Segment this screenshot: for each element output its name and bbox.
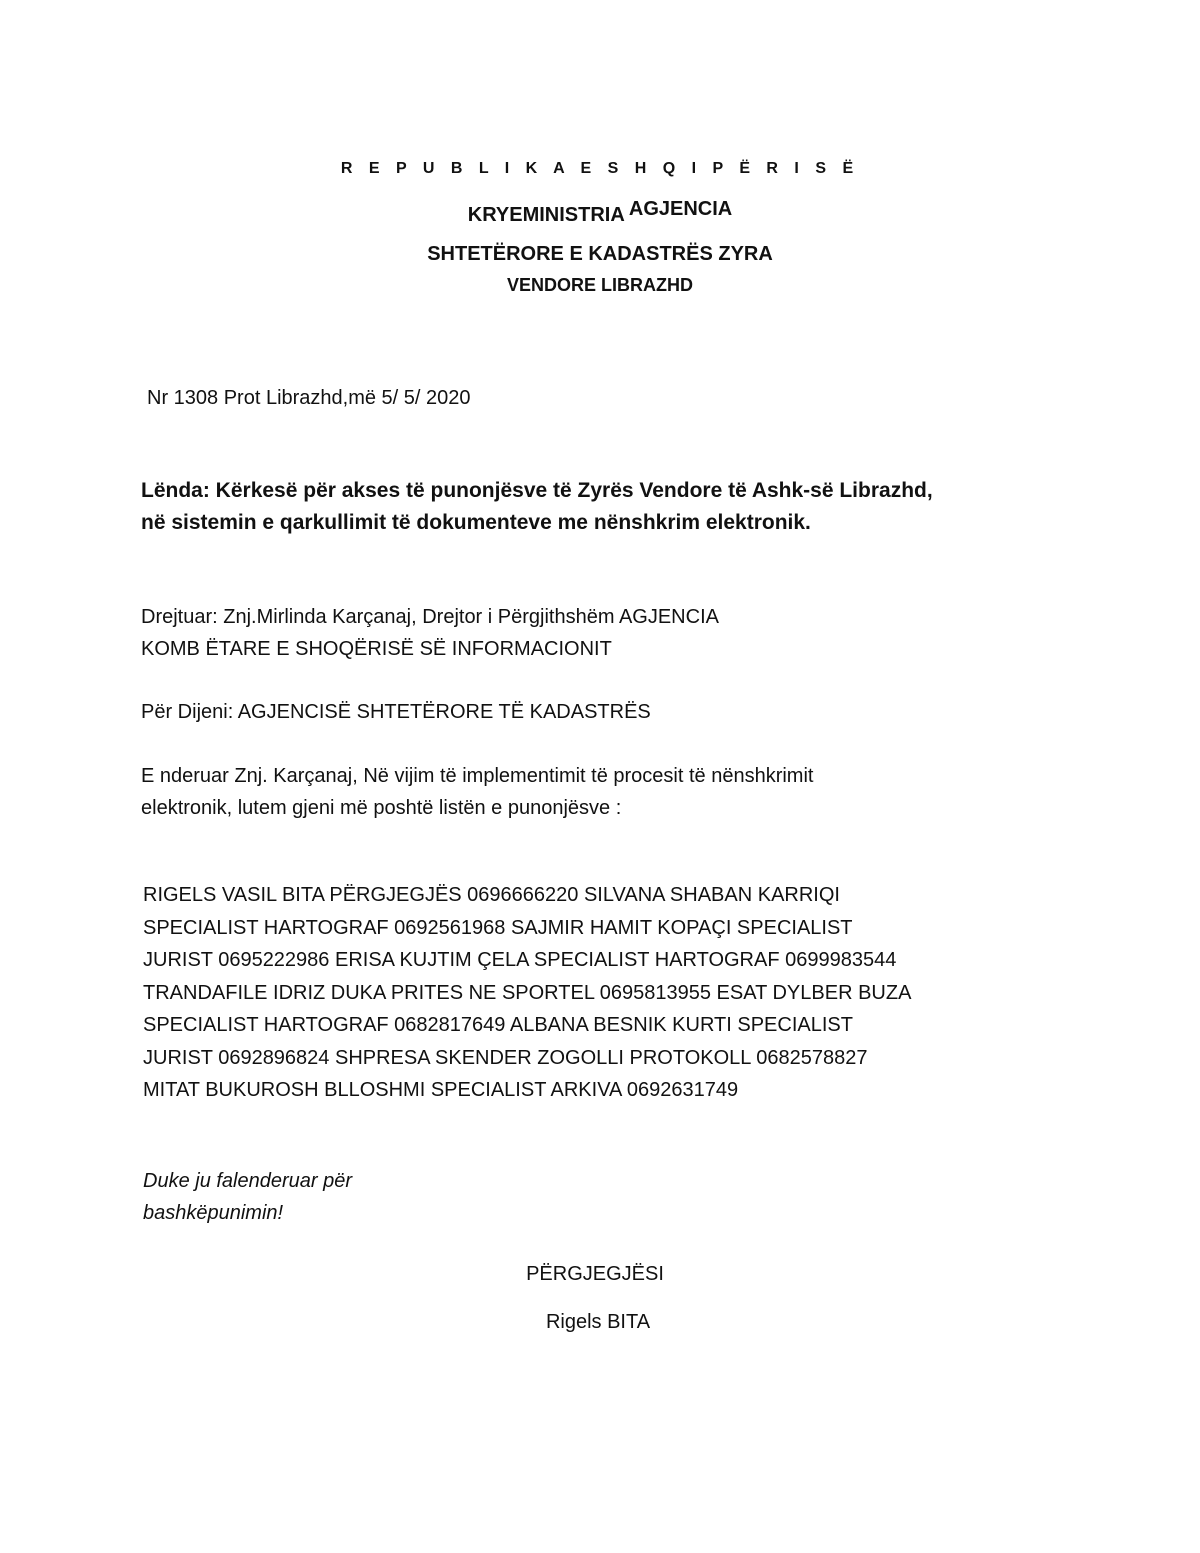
salutation-block [141,760,1081,824]
cc-line: Për Dijeni: AGJENCISË SHTETËRORE TË KADASTRËS [141,701,651,723]
republic-heading: R E P U B L I K A E S H Q I P Ë R I S Ë [340,160,860,177]
signatory-name: Rigels BITA [545,1311,651,1333]
protocol-number: Nr 1308 Prot Librazhd,më 5/ 5/ 2020 [147,387,471,409]
staff-line: RIGELS VASIL BITA PËRGJEGJËS 0696666220 SILVANA SHABAN KARRIQI [143,884,840,906]
closing-block [143,1165,352,1229]
addressee-block [141,601,1081,665]
subject-label: Lënda [141,479,203,502]
staff-line: JURIST 0692896824 SHPRESA SKENDER ZOGOLLI PROTOKOLL 0682578827 [143,1046,868,1069]
staff-line: SPECIALIST HARTOGRAF 0682817649 ALBANA BESNIK KURTI SPECIALIST [143,1014,853,1036]
kryeministria-text: KRYEMINISTRIA [467,204,625,226]
staff-line: JURIST 0695222986 ERISA KUJTIM ÇELA SPECIALIST HARTOGRAF 0699983544 [143,949,897,971]
staff-line: TRANDAFILE IDRIZ DUKA PRITES NE SPORTEL 0695813955 ESAT DYLBER BUZA [143,981,912,1004]
institution-line-2: SHTETËRORE E KADASTRËS ZYRA [427,243,773,265]
salutation-line-1: E nderuar Znj. Karçanaj, Në vijim të implementimit të procesit të nënshkrimit [141,765,814,787]
staff-line: SPECIALIST HARTOGRAF 0692561968 SAJMIR HAMIT KOPAÇI SPECIALIST [143,916,853,939]
addressee-line-2: KOMB ËTARE E SHOQËRISË SË INFORMACIONIT [141,638,612,660]
salutation-line-2: elektronik, lutem gjeni më poshtë listën e punonjësve : [141,797,622,819]
addressee-line-1: Drejtuar: Znj.Mirlinda Karçanaj, Drejtor i Përgjithshëm AGJENCIA [141,606,719,628]
agjencia-text: AGJENCIA [628,198,733,220]
subject-block [141,475,961,539]
staff-line: MITAT BUKUROSH BLLOSHMI SPECIALIST ARKIVA 0692631749 [143,1079,739,1101]
closing-line-2: bashkëpunimin! [143,1202,284,1224]
closing-line-1: Duke ju falenderuar për [143,1170,353,1192]
subject-text: : Kërkesë për akses të punonjësve të Zyrës Vendore të Ashk-së Librazhd, në sistemin e qarkullimit të dokumenteve me nënshkrim elektronik. [141,479,933,534]
institution-line-1 [0,198,1200,227]
signatory-title: PËRGJEGJËSI [526,1263,664,1285]
institution-line-3: VENDORE LIBRAZHD [506,275,693,295]
staff-list [143,879,1073,1107]
